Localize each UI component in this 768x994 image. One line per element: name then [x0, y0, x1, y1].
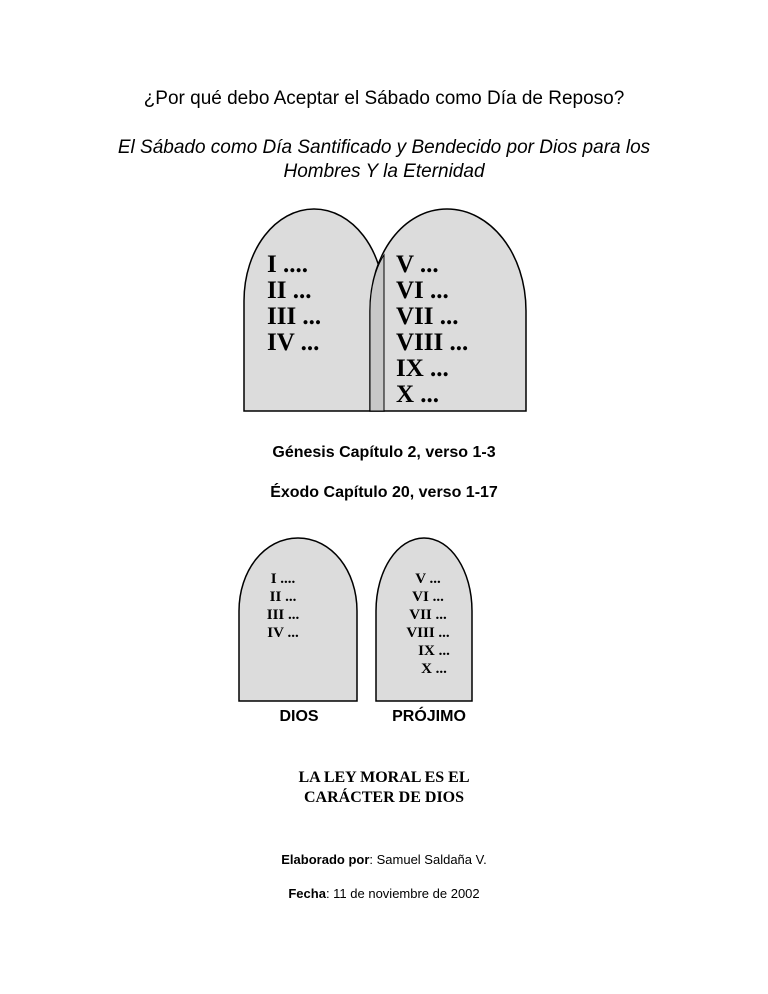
commandment-numeral: X ... — [421, 661, 447, 677]
dios-label: DIOS — [279, 708, 319, 725]
document-subtitle: El Sábado como Día Santificado y Bendecido por Dios para los Hombres Y la Eternidad — [117, 137, 651, 182]
commandment-numeral: IV ... — [267, 329, 320, 356]
commandment-numeral: VII ... — [409, 607, 447, 623]
commandment-numeral: II ... — [267, 277, 312, 304]
commandment-numeral: IX ... — [418, 643, 450, 659]
exodo-reference: Éxodo Capítulo 20, verso 1-17 — [270, 484, 498, 501]
commandment-numeral: V ... — [415, 571, 441, 587]
projimo-label: PRÓJIMO — [392, 708, 466, 725]
commandment-numeral: VIII ... — [396, 329, 469, 356]
commandment-numeral: I .... — [270, 571, 296, 587]
commandment-numeral: I .... — [267, 251, 308, 278]
commandment-numeral: III ... — [267, 303, 322, 330]
big-left-commandments — [267, 252, 321, 356]
commandment-numeral: VII ... — [396, 303, 459, 330]
commandment-numeral: VI ... — [396, 277, 449, 304]
small-left-commandments — [246, 570, 320, 642]
moral-law-statement — [0, 768, 768, 808]
moral-law-line: CARÁCTER DE DIOS — [303, 789, 465, 806]
big-right-commandments — [396, 252, 468, 408]
commandment-numeral: VI ... — [412, 589, 444, 605]
author-line — [0, 852, 768, 867]
commandment-numeral: III ... — [266, 607, 300, 623]
document-title: ¿Por qué debo Aceptar el Sábado como Día de Reposo? — [143, 88, 625, 109]
date-label: Fecha — [288, 886, 326, 901]
commandment-numeral: VIII ... — [406, 625, 450, 641]
date-value: : 11 de noviembre de 2002 — [325, 886, 480, 901]
small-right-commandments — [386, 570, 470, 678]
date-line — [0, 886, 768, 901]
commandment-numeral: V ... — [396, 251, 439, 278]
commandment-numeral: II ... — [269, 589, 297, 605]
commandment-numeral: IV ... — [267, 625, 299, 641]
commandment-numeral: IX ... — [396, 355, 449, 382]
moral-law-line: LA LEY MORAL ES EL — [298, 769, 470, 786]
author-label: Elaborado por — [281, 852, 370, 867]
genesis-reference: Génesis Capítulo 2, verso 1-3 — [272, 444, 496, 461]
commandment-numeral: X ... — [396, 381, 440, 408]
author-value: : Samuel Saldaña V. — [369, 852, 487, 867]
